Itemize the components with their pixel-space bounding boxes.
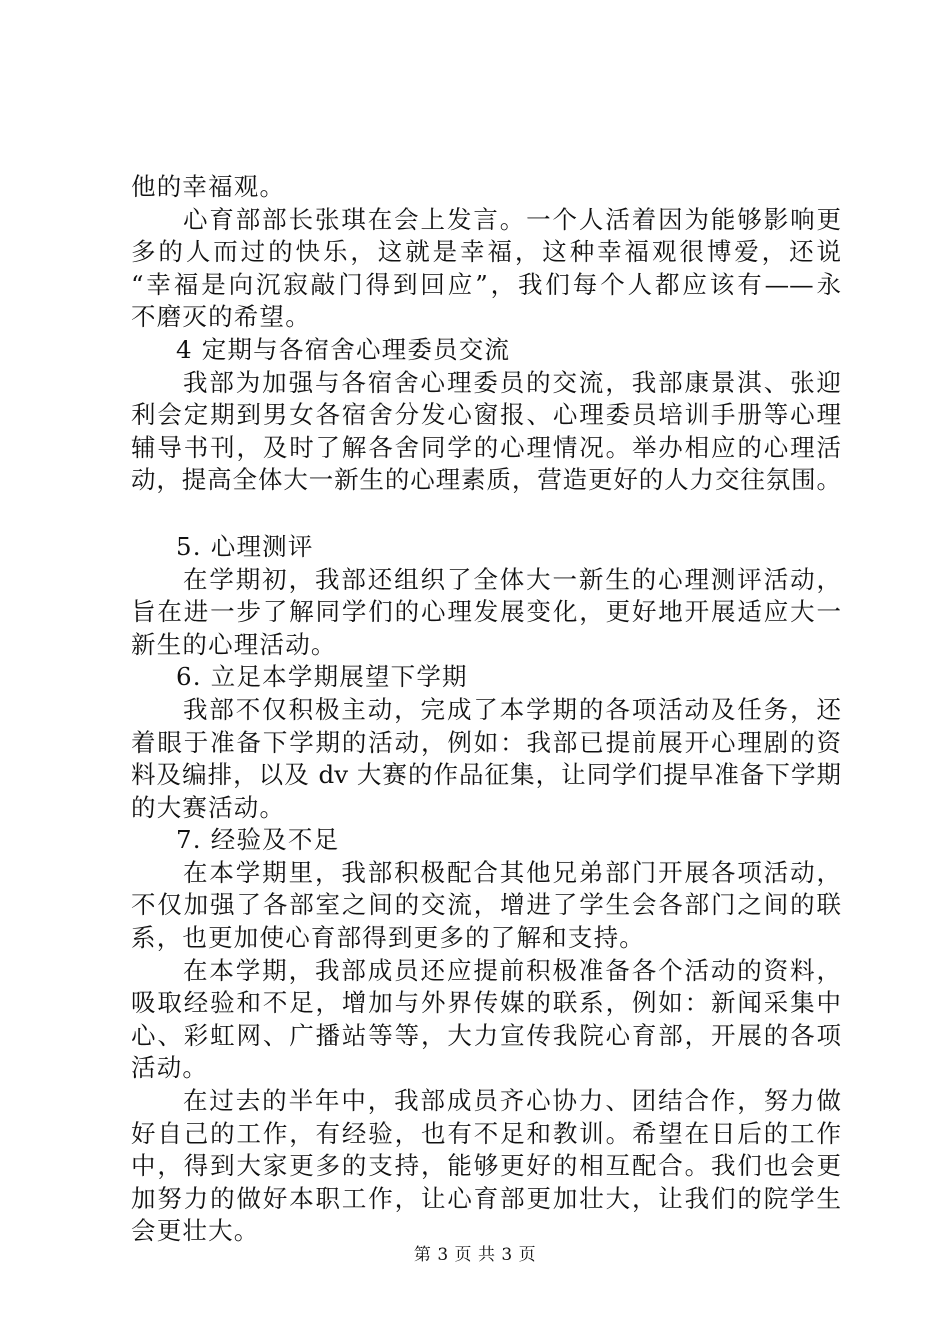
paragraph-line: 不磨灭的希望。 [131, 302, 311, 332]
paragraph-line: 料及编排，以及 dv 大赛的作品征集，让同学们提早准备下学期 [131, 760, 841, 790]
paragraph-line: 系，也更加使心育部得到更多的了解和支持。 [131, 923, 645, 953]
document-body [131, 171, 841, 1248]
paragraph-line: 不仅加强了各部室之间的交流，增进了学生会各部门之间的联 [131, 890, 841, 920]
paragraph-line: 好自己的工作，有经验，也有不足和教训。希望在日后的工作 [131, 1118, 841, 1148]
paragraph-line: 旨在进一步了解同学们的心理发展变化，更好地开展适应大一 [131, 597, 841, 627]
paragraph-line: 利会定期到男女各宿舍分发心窗报、心理委员培训手册等心理 [131, 400, 841, 430]
paragraph-gap [131, 497, 841, 531]
paragraph-line: 着眼于准备下学期的活动，例如：我部已提前展开心理剧的资 [131, 727, 841, 757]
section-heading: 6. 立足本学期展望下学期 [176, 662, 468, 692]
paragraph-line: 他的幸福观。 [131, 172, 286, 201]
paragraph-line: 活动。 [131, 1053, 209, 1083]
section-heading: 5. 心理测评 [176, 531, 314, 561]
section-heading: 7. 经验及不足 [176, 825, 340, 855]
paragraph-line: 多的人而过的快乐，这就是幸福，这种幸福观很博爱，还说 [131, 237, 841, 267]
paragraph-line: 会更壮大。 [131, 1216, 260, 1246]
paragraph-line: 在过去的半年中，我部成员齐心协力、团结合作，努力做 [183, 1086, 841, 1116]
paragraph-line: 新生的心理活动。 [131, 629, 337, 659]
paragraph-line: 中，得到大家更多的支持，能够更好的相互配合。我们也会更 [131, 1151, 841, 1181]
page-footer: 第 3 页 共 3 页 [413, 1245, 537, 1265]
paragraph-line: 的大赛活动。 [131, 792, 286, 822]
paragraph-line: 动，提高全体大一新生的心理素质，营造更好的人力交往氛围。 [131, 465, 841, 495]
paragraph-line: 心、彩虹网、广播站等等，大力宣传我院心育部，开展的各项 [131, 1020, 841, 1050]
paragraph-line: 吸取经验和不足，增加与外界传媒的联系，例如：新闻采集中 [131, 988, 841, 1018]
paragraph-line: 我部不仅积极主动，完成了本学期的各项活动及任务，还 [183, 694, 841, 724]
paragraph-line: 辅导书刊，及时了解各舍同学的心理情况。举办相应的心理活 [131, 432, 841, 462]
paragraph-line: 在本学期，我部成员还应提前积极准备各个活动的资料， [183, 955, 841, 985]
paragraph-line: 在学期初，我部还组织了全体大一新生的心理测评活动， [183, 564, 841, 594]
paragraph-line: 在本学期里，我部积极配合其他兄弟部门开展各项活动， [183, 857, 841, 887]
paragraph-line: 心育部部长张琪在会上发言。一个人活着因为能够影响更 [183, 204, 841, 234]
paragraph-line: “幸福是向沉寂敲门得到回应”，我们每个人都应该有——永 [131, 269, 841, 299]
paragraph-line: 加努力的做好本职工作，让心育部更加壮大，让我们的院学生 [131, 1183, 841, 1213]
section-heading: 4 定期与各宿舍心理委员交流 [176, 334, 511, 364]
paragraph-line: 我部为加强与各宿舍心理委员的交流，我部康景淇、张迎 [183, 367, 841, 397]
